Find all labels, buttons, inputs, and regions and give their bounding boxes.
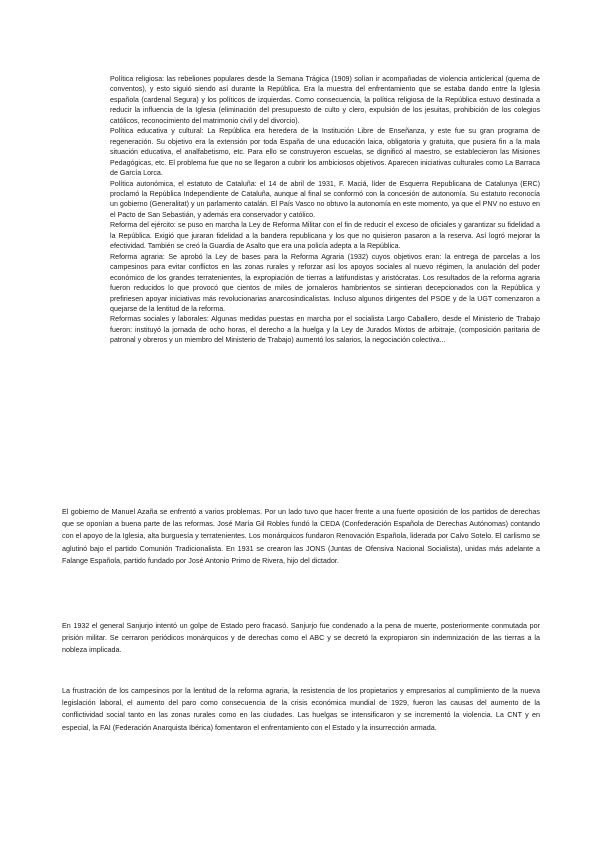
paragraph-conflictividad: La frustración de los campesinos por la lentitud de la reforma agraria, la resistencia de los propietarios y empresarios al cumplimiento de la nueva legislación laboral, el aumento del paro como consecuencia de la crisis económica mundial de 1929, fueron las causas del aumento de la conflictividad social tanto en las zonas rurales como en las ciudades. Las huelgas se intensificaron y se incrementó la violencia. La CNT y en especial, la FAI (Federación Anarquista Ibérica) fomentaron el enfrentamiento con el Estado y la insurrección armada.	[62, 686, 540, 732]
reform-agraria: Reforma agraria: Se aprobó la Ley de bases para la Reforma Agraria (1932) cuyos objetivos eran: la entrega de parcelas a los campesinos para evitar conflictos en las zonas rurales y reforzar así los apoyos sociales al nuevo régimen, la anulación del poder económico de los grandes terratenientes, la expropiación de tierras a latifundistas y aristócratas. Los resultados de la reforma agraria fueron reducidos lo que provocó que cientos de miles de jornaleros hambrientos se sintieran decepcionados con la República y prefiriesen apoyar iniciativas más revolucionarias anarcosindicalistas. Incluso algunos dirigentes del PSOE y de la UGT comenzaron a quejarse de la lentitud de la reforma.	[110, 252, 540, 313]
reforms-list	[110, 74, 540, 346]
reform-ejercito: Reforma del ejército: se puso en marcha la Ley de Reforma Militar con el fin de reducir el exceso de oficiales y garantizar su fidelidad a la República. Exigió que juraran fidelidad a la bandera republicana y los que no quisieron pasaron a la reserva. Así logró mejorar la efectividad. También se creó la Guardia de Asalto que era una policía adepta a la República.	[110, 221, 540, 251]
reform-autonomica: Política autonómica, el estatuto de Cataluña: el 14 de abril de 1931, F. Maciá, líder de Esquerra Republicana de Catalunya (ERC) proclamó la República Independiente de Cataluña, aunque al final se conformó con la concesión de autonomía. Su estatuto reconocía un gobierno (Generalitat) y un parlamento catalán. El País Vasco no obtuvo la autonomía en este momento, ya que el PNV no estuvo en el Pacto de San Sebastián, y además era conservador y católico.	[110, 179, 540, 219]
paragraph-sanjurjo: En 1932 el general Sanjurjo intentó un golpe de Estado pero fracasó. Sanjurjo fue condenado a la pena de muerte, posteriormente conmutada por prisión militar. Se cerraron periódicos monárquicos y de derechas como el ABC y se decretó la expropiaron sin indemnización de las tierras a la nobleza implicada.	[62, 621, 540, 655]
reform-sociales: Reformas sociales y laborales: Algunas medidas puestas en marcha por el socialista Largo Caballero, desde el Ministerio de Trabajo fueron: instituyó la jornada de ocho horas, el derecho a la huelga y la Ley de Jurados Mixtos de arbitraje, (composición paritaria de patronal y obreros y un miembro del Ministerio de Trabajo) aumentó los salarios, la negociación colectiva...	[110, 315, 540, 345]
reform-educativa: Política educativa y cultural: La República era heredera de la Institución Libre de Enseñanza, y este fue su gran programa de regeneración. Su objetivo era la extensión por toda España de una educación laica, obligatoria y gratuita, que pusiera fin a la mala situación educativa, el analfabetismo, etc. Para ello se construyeron escuelas, se dignificó al maestro, se establecieron las Misiones Pedagógicas, etc. El problema fue que no se llegaron a cubrir los ambiciosos objetivos. Aparecen iniciativas culturales como La Barraca de García Lorca.	[110, 127, 540, 178]
reform-religiosa: Política religiosa: las rebeliones populares desde la Semana Trágica (1909) solían ir acompañadas de violencia anticlerical (quema de conventos), y esto siguió siendo así durante la República. Era la muestra del enfrentamiento que se estaba dando entre la Iglesia española (cardenal Segura) y los políticos de izquierdas. Como consecuencia, la política religiosa de la República estuvo destinada a reducir la influencia de la Iglesia (eliminación del presupuesto de culto y clero, expulsión de los jesuitas, prohibición de los colegios católicos, reconocimiento del matrimonio civil y del divorcio).	[110, 75, 540, 125]
paragraph-azana: El gobierno de Manuel Azaña se enfrentó a varios problemas. Por un lado tuvo que hacer frente a una fuerte oposición de los partidos de derechas que se oponían a buena parte de las reformas. José María Gil Robles fundó la CEDA (Confederación Española de Derechas Autónomas) contando con el apoyo de la Iglesia, alta burguesía y terratenientes. Los monárquicos fundaron Renovación Española, liderada por Calvo Sotelo. El carlismo se aglutinó bajo el partido Comunión Tradicionalista. En 1931 se crearon las JONS (Juntas de Ofensiva Nacional Socialista), unidas más adelante a Falange Española, partido fundado por José Antonio Primo de Rivera, hijo del dictador.	[62, 507, 540, 565]
